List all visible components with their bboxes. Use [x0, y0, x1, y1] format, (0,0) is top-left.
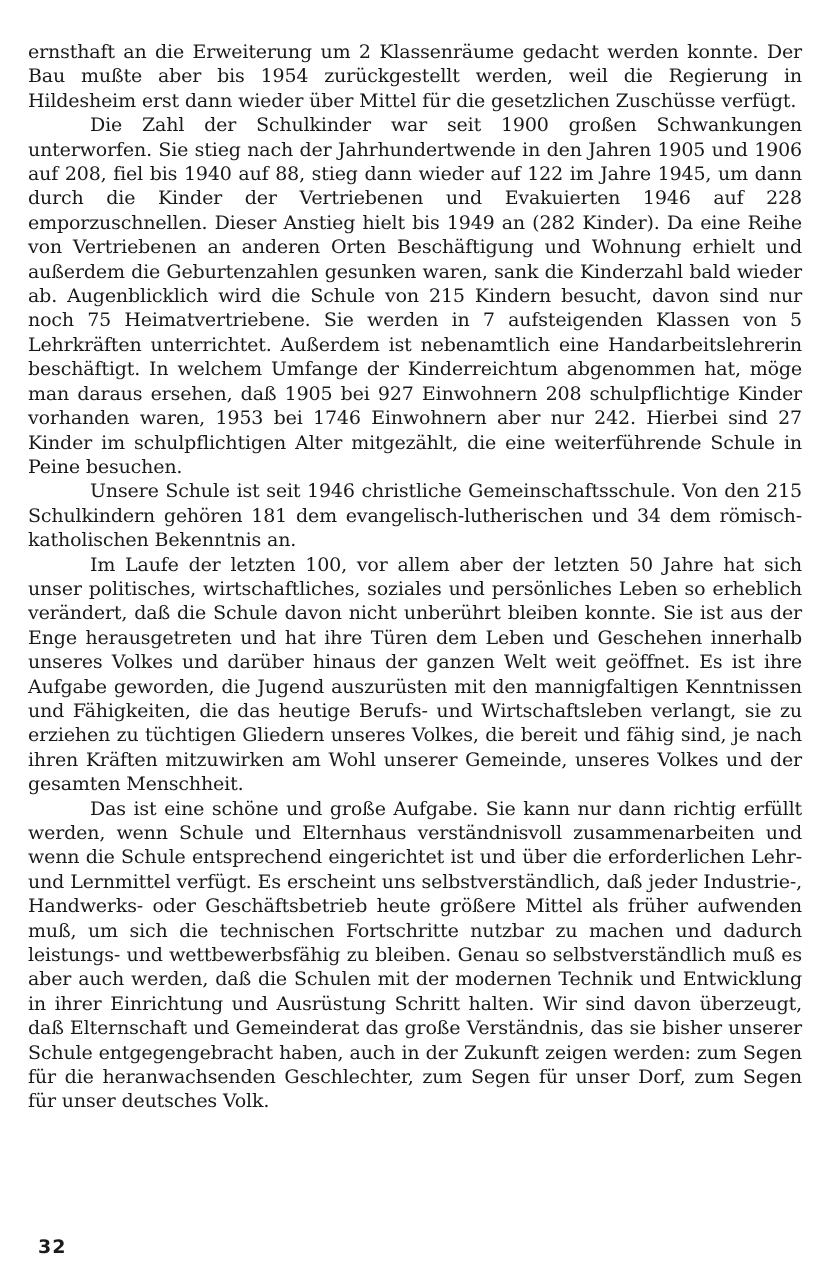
document-page — [28, 40, 802, 1230]
page-number: 32 — [38, 1236, 67, 1258]
paragraph-gemeinschaftsschule: Unsere Schule ist seit 1946 christliche Gemeinschaftsschule. Von den 215 Schulkindern gehören 181 dem evangelisch-lutherischen und 34 dem römisch-katholischen Bekenntnis an. — [28, 480, 802, 552]
paragraph-schulkinder: Die Zahl der Schulkinder war seit 1900 großen Schwankungen unterworfen. Sie stieg nach der Jahrhundertwende in den Jahren 1905 und 1906 auf 208, fiel bis 1940 auf 88, stieg dann wieder auf 122 im Jahre 1945, um dann durch die Kinder der Vertriebenen und Evakuierten 1946 auf 228 emporzuschnellen. Dieser Anstieg hielt bis 1949 an (282 Kinder). Da eine Reihe von Vertriebenen an anderen Orten Beschäftigung und Wohnung erhielt und außerdem die Geburtenzahlen gesunken waren, sank die Kinderzahl bald wieder ab. Augenblicklich wird die Schule von 215 Kindern besucht, davon sind nur noch 75 Heimatvertriebene. Sie werden in 7 aufsteigenden Klassen von 5 Lehrkräften unterrichtet. Außerdem ist nebenamtlich eine Handarbeitslehrerin beschäftigt. In welchem Umfange der Kinderreichtum abgenommen hat, möge man daraus ersehen, daß 1905 bei 927 Einwohnern 208 schulpflichtige Kinder vorhanden waren, 1953 bei 1746 Einwohnern aber nur 242. Hierbei sind 27 Kinder im schulpflichtigen Alter mitgezählt, die eine weiterführende Schule in Peine besuchen. — [28, 114, 802, 478]
paragraph-aufgabe: Das ist eine schöne und große Aufgabe. Sie kann nur dann richtig erfüllt werden, wenn Schule und Elternhaus verständnisvoll zusammenarbeiten und wenn die Schule entsprechend eingerichtet ist und über die erforderlichen Lehr- und Lernmittel verfügt. Es erscheint uns selbstverständlich, daß jeder Industrie-, Handwerks- oder Geschäftsbetrieb heute größere Mittel als früher aufwenden muß, um sich die technischen Fortschritte nutzbar zu machen und dadurch leistungs- und wettbewerbsfähig zu bleiben. Genau so selbstverständlich muß es aber auch werden, daß die Schulen mit der modernen Technik und Entwicklung in ihrer Einrichtung und Ausrüstung Schritt halten. Wir sind davon überzeugt, daß Elternschaft und Gemeinderat das große Verständnis, das sie bisher unserer Schule entgegengebracht haben, auch in der Zukunft zeigen werden: zum Segen für die heranwachsenden Geschlechter, zum Segen für unser Dorf, zum Segen für unser deutsches Volk. — [28, 797, 802, 1113]
paragraph-veraenderung: Im Laufe der letzten 100, vor allem aber der letzten 50 Jahre hat sich unser politisches, wirtschaftliches, soziales und persönliches Leben so erheblich verändert, daß die Schule davon nicht unberührt bleiben konnte. Sie ist aus der Enge herausgetreten und hat ihre Türen dem Leben und Geschehen innerhalb unseres Volkes und darüber hinaus der ganzen Welt weit geöffnet. Es ist ihre Aufgabe geworden, die Jugend auszurüsten mit den mannigfaltigen Kenntnissen und Fähigkeiten, die das heutige Berufs- und Wirtschaftsleben verlangt, sie zu erziehen zu tüchtigen Gliedern unseres Volkes, die bereit und fähig sind, je nach ihren Kräften mitzuwirken am Wohl unserer Gemeinde, unseres Volkes und der gesamten Menschheit. — [28, 553, 802, 796]
paragraph-continued: ernsthaft an die Erweiterung um 2 Klassenräume gedacht werden konnte. Der Bau mußte aber bis 1954 zurückgestellt werden, weil die Regierung in Hildesheim erst dann wieder über Mittel für die gesetzlichen Zuschüsse verfügt. — [28, 41, 802, 112]
